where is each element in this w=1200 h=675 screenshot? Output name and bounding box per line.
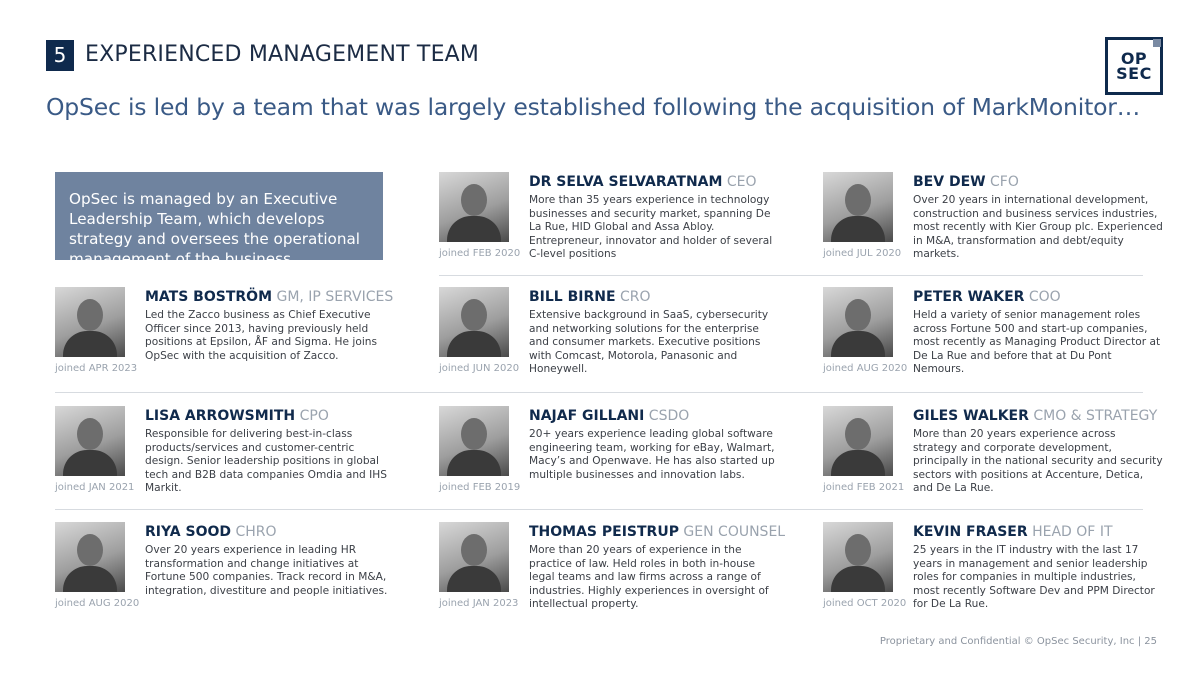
logo-line-1: OP [1120,49,1148,68]
portrait-photo [55,287,125,357]
row-divider [55,392,1143,393]
member-description: More than 20 years of experience in the practice of law. Held roles in both in-house legal teams and law firms across a range of industries. Highly experiences in oversight of intellectual property. [529,544,769,610]
portrait-photo [823,287,893,357]
team-card-cfo [823,172,1163,284]
portrait-photo [439,172,509,242]
logo-accent-square [1153,39,1161,47]
opsec-logo [1105,37,1163,95]
member-role: HEAD OF IT [1032,524,1113,540]
member-name: MATS BOSTRÖM [145,289,273,305]
member-description: 20+ years experience leading global software engineering team, working for eBay, Walmart, Macy’s and Openwave. He has also started up multiple businesses and innovation labs. [529,428,775,481]
member-name: THOMAS PEISTRUP [529,524,679,540]
member-role: CRO [620,289,651,305]
member-role: CSDO [648,408,690,424]
team-card-gen-counsel [439,522,786,634]
team-card-cro [439,287,779,399]
portrait-photo [55,522,125,592]
logo-line-2: SEC [1116,64,1152,83]
member-role: CFO [990,174,1019,190]
page-subtitle: OpSec is led by a team that was largely established following the acquisition of MarkMonitor… [46,93,1141,121]
portrait-photo [55,406,125,476]
team-card-coo [823,287,1163,399]
team-card-chro [55,522,395,634]
member-role: CHRO [235,524,277,540]
member-name: LISA ARROWSMITH [145,408,296,424]
member-role: CEO [726,174,757,190]
portrait-photo [823,522,893,592]
joined-date: joined FEB 2021 [823,482,905,493]
member-description: Held a variety of senior management roles across Fortune 500 and start-up companies, most recently as Managing Product Director at De La Rue and before that at Du Pont Nemours. [913,309,1161,375]
joined-date: joined JAN 2021 [55,482,135,493]
joined-date: joined FEB 2019 [439,482,521,493]
summary-box [55,172,383,268]
team-card-csdo [439,406,779,518]
team-card-head-it [823,522,1163,634]
member-description: More than 20 years experience across strategy and corporate development, principally in the national security and security sectors with positions at Accenture, Detica, and De La Rue. [913,428,1163,494]
section-number-badge: 5 [46,40,74,71]
joined-date: joined OCT 2020 [823,598,907,609]
portrait-photo [439,406,509,476]
member-description: Over 20 years in international development, construction and business services industries, most recently with Kier Group plc. Experienced in M&A, transformation and debt/equity markets. [913,194,1163,260]
team-card-cpo [55,406,395,518]
member-name: BEV DEW [913,174,986,190]
joined-date: joined AUG 2020 [55,598,140,609]
summary-text: OpSec is managed by an Executive Leadership Team, which develops strategy and oversees the operational management of the business [69,190,360,268]
joined-date: joined JUN 2020 [439,363,520,374]
member-name: GILES WALKER [913,408,1029,424]
joined-date: joined FEB 2020 [439,248,521,259]
row-divider [439,275,1143,276]
member-name: DR SELVA SELVARATNAM [529,174,723,190]
team-card-gm-ip [55,287,395,399]
joined-date: joined JUL 2020 [823,248,902,259]
member-name: PETER WAKER [913,289,1025,305]
member-role: COO [1028,289,1061,305]
portrait-photo [439,522,509,592]
member-role: GM, IP SERVICES [276,289,394,305]
member-description: Led the Zacco business as Chief Executive Officer since 2013, having previously held positions at Epsilon, ÅF and Sigma. He joins OpSec with the acquisition of Zacco. [145,309,378,362]
portrait-photo [823,406,893,476]
joined-date: joined JAN 2023 [439,598,519,609]
portrait-photo [823,172,893,242]
member-description: 25 years in the IT industry with the last 17 years in management and senior leadership roles for companies in multiple industries, most recently Software Dev and PPM Director for De La Rue. [913,544,1155,610]
portrait-photo [439,287,509,357]
joined-date: joined AUG 2020 [823,363,908,374]
page-title: EXPERIENCED MANAGEMENT TEAM [85,42,480,67]
member-name: RIYA SOOD [145,524,232,540]
team-card-ceo [439,172,779,284]
member-role: CPO [299,408,329,424]
member-description: Extensive background in SaaS, cybersecurity and networking solutions for the enterprise and consumer markets. Executive positions with Comcast, Motorola, Panasonic and Honeywell. [529,309,769,375]
member-role: CMO & STRATEGY [1033,408,1158,424]
footer-text: Proprietary and Confidential © OpSec Security, Inc | 25 [879,636,1157,647]
joined-date: joined APR 2023 [55,363,138,374]
member-description: Over 20 years experience in leading HR transformation and change initiatives at Fortune 500 companies. Track record in M&A, integration, divestiture and people initiatives. [145,544,388,597]
member-role: GEN COUNSEL [683,524,786,540]
member-name: NAJAF GILLANI [529,408,645,424]
row-divider [55,509,1143,510]
member-name: BILL BIRNE [529,289,616,305]
team-card-cmo [823,406,1163,518]
member-description: More than 35 years experience in technology businesses and security market, spanning De La Rue, HID Global and Assa Abloy. Entrepreneur, innovator and holder of several C-level positions [529,194,773,260]
member-name: KEVIN FRASER [913,524,1028,540]
member-description: Responsible for delivering best-in-class products/services and customer-centric design. Senior leadership positions in global tech and B2B data companies Omdia and IHS Markit. [145,428,387,494]
